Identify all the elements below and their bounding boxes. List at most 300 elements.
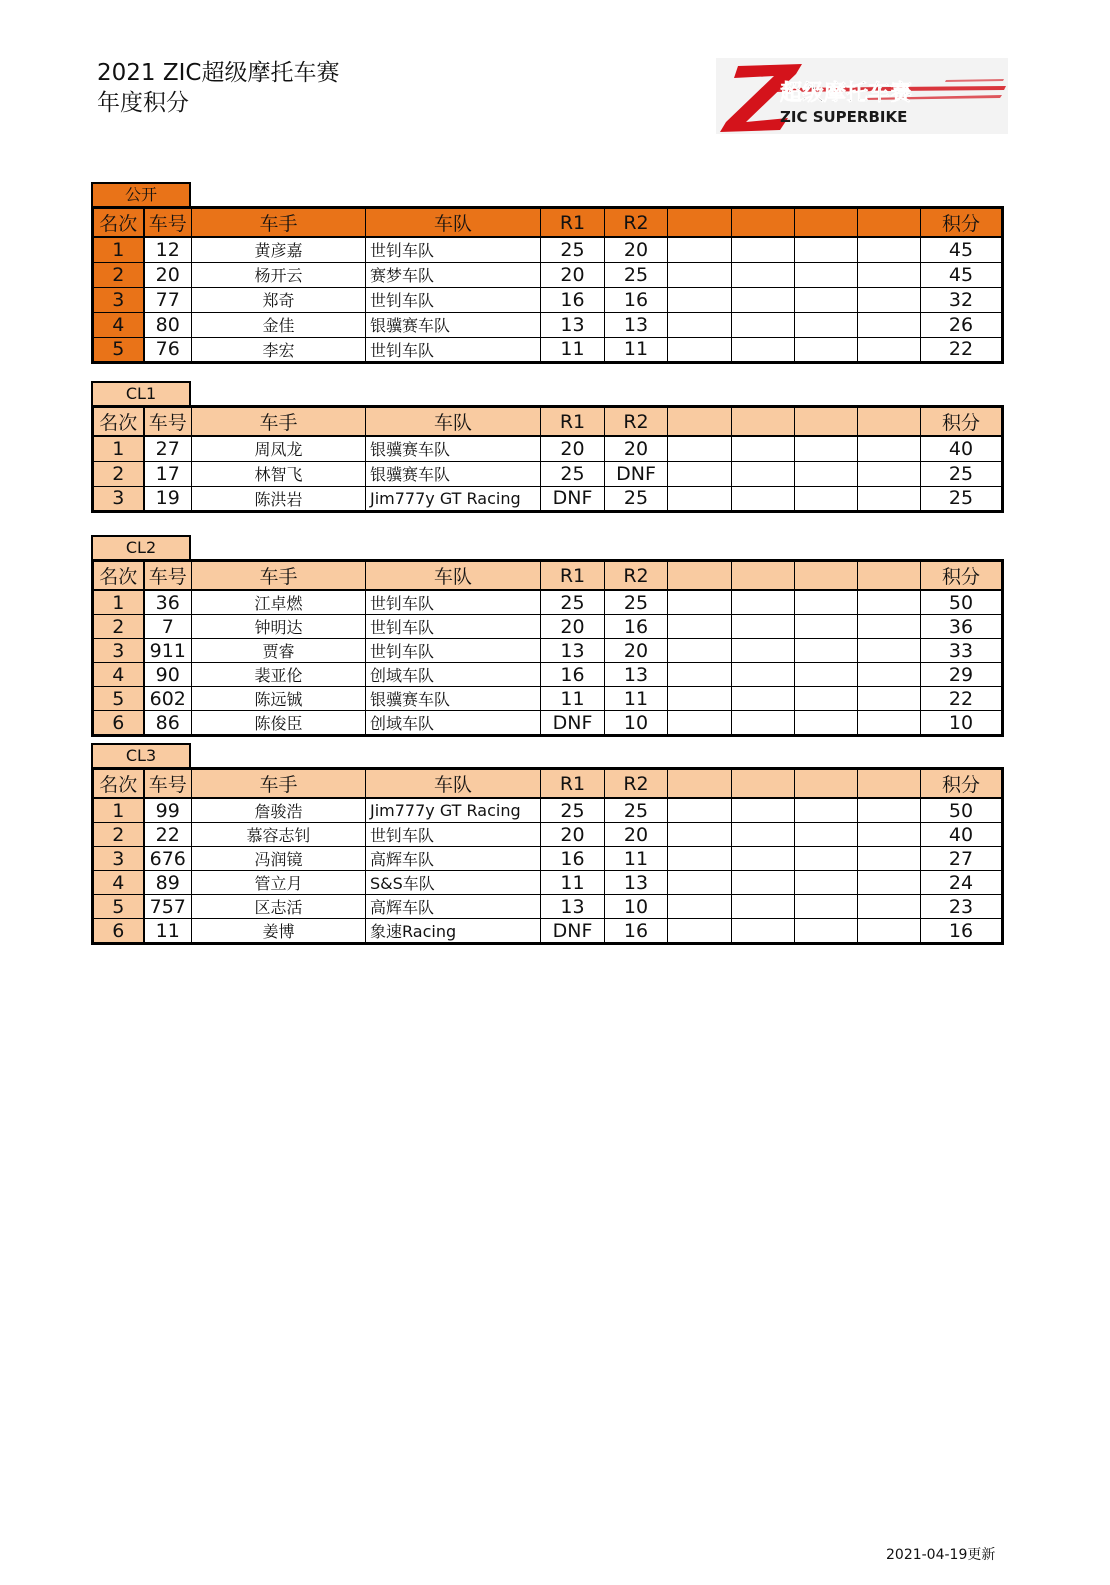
- table-row: [93, 287, 1003, 312]
- r1-cell: 25: [541, 461, 605, 486]
- column-header: [732, 208, 795, 238]
- empty-cell: [795, 486, 858, 511]
- rider-cell: 陈远铖: [192, 687, 366, 711]
- empty-cell: [858, 663, 921, 687]
- table-row: [93, 919, 1003, 944]
- empty-cell: [732, 590, 795, 615]
- empty-cell: [858, 590, 921, 615]
- points-cell: 23: [921, 895, 1003, 919]
- category-label: 公开: [91, 182, 191, 206]
- number-cell: 76: [144, 337, 192, 362]
- table-row: [93, 337, 1003, 362]
- r1-cell: 25: [541, 798, 605, 823]
- column-header: R1: [541, 208, 605, 238]
- table-row: [93, 871, 1003, 895]
- r2-cell: 11: [605, 337, 668, 362]
- empty-cell: [795, 663, 858, 687]
- table-row: [93, 823, 1003, 847]
- team-cell: 银骥赛车队: [366, 687, 541, 711]
- number-cell: 11: [144, 919, 192, 944]
- column-header: 名次: [93, 407, 144, 437]
- r2-cell: 20: [605, 237, 668, 262]
- points-cell: 25: [921, 486, 1003, 511]
- r2-cell: 11: [605, 687, 668, 711]
- column-header: 积分: [921, 561, 1003, 591]
- empty-cell: [858, 436, 921, 461]
- column-header: [668, 769, 732, 799]
- zic-superbike-logo: [716, 58, 1008, 134]
- empty-cell: [668, 461, 732, 486]
- column-header: R1: [541, 561, 605, 591]
- empty-cell: [732, 615, 795, 639]
- points-cell: 50: [921, 798, 1003, 823]
- standings-table: [91, 767, 1004, 945]
- column-header: [668, 208, 732, 238]
- r2-cell: DNF: [605, 461, 668, 486]
- column-header: R2: [605, 208, 668, 238]
- updated-date: 2021-04-19更新: [886, 1547, 996, 1563]
- empty-cell: [858, 237, 921, 262]
- table-header-row: [93, 561, 1003, 591]
- r1-cell: 13: [541, 312, 605, 337]
- table-row: [93, 711, 1003, 736]
- position-cell: 3: [93, 639, 144, 663]
- team-cell: 高辉车队: [366, 895, 541, 919]
- column-header: [858, 407, 921, 437]
- rider-cell: 慕容志钊: [192, 823, 366, 847]
- column-header: 车号: [144, 208, 192, 238]
- empty-cell: [732, 461, 795, 486]
- empty-cell: [795, 590, 858, 615]
- position-cell: 5: [93, 337, 144, 362]
- points-cell: 33: [921, 639, 1003, 663]
- r2-cell: 25: [605, 798, 668, 823]
- column-header: 积分: [921, 407, 1003, 437]
- r1-cell: 11: [541, 337, 605, 362]
- category-label: CL1: [91, 381, 191, 405]
- points-cell: 50: [921, 590, 1003, 615]
- number-cell: 7: [144, 615, 192, 639]
- r1-cell: 16: [541, 287, 605, 312]
- r1-cell: 25: [541, 237, 605, 262]
- r1-cell: 11: [541, 871, 605, 895]
- number-cell: 911: [144, 639, 192, 663]
- rider-cell: 江卓燃: [192, 590, 366, 615]
- empty-cell: [668, 590, 732, 615]
- empty-cell: [795, 287, 858, 312]
- empty-cell: [732, 871, 795, 895]
- position-cell: 5: [93, 895, 144, 919]
- r1-cell: 16: [541, 663, 605, 687]
- empty-cell: [858, 461, 921, 486]
- rider-cell: 詹骏浩: [192, 798, 366, 823]
- column-header: 名次: [93, 561, 144, 591]
- empty-cell: [732, 237, 795, 262]
- team-cell: 世钊车队: [366, 615, 541, 639]
- column-header: 名次: [93, 769, 144, 799]
- team-cell: Jim777y GT Racing: [366, 798, 541, 823]
- column-header: 车手: [192, 561, 366, 591]
- empty-cell: [795, 436, 858, 461]
- empty-cell: [858, 312, 921, 337]
- number-cell: 90: [144, 663, 192, 687]
- r2-cell: 11: [605, 847, 668, 871]
- empty-cell: [732, 287, 795, 312]
- rider-cell: 钟明达: [192, 615, 366, 639]
- position-cell: 1: [93, 436, 144, 461]
- team-cell: S&S车队: [366, 871, 541, 895]
- rider-cell: 杨开云: [192, 262, 366, 287]
- empty-cell: [858, 262, 921, 287]
- r1-cell: 13: [541, 895, 605, 919]
- team-cell: 银骥赛车队: [366, 312, 541, 337]
- points-cell: 26: [921, 312, 1003, 337]
- r2-cell: 20: [605, 639, 668, 663]
- table-row: [93, 237, 1003, 262]
- r2-cell: 13: [605, 312, 668, 337]
- empty-cell: [858, 687, 921, 711]
- empty-cell: [795, 262, 858, 287]
- number-cell: 17: [144, 461, 192, 486]
- empty-cell: [732, 687, 795, 711]
- table-row: [93, 798, 1003, 823]
- points-cell: 32: [921, 287, 1003, 312]
- empty-cell: [795, 615, 858, 639]
- title-line1: 2021 ZIC超级摩托车赛: [97, 60, 340, 86]
- team-cell: 世钊车队: [366, 337, 541, 362]
- column-header: 车队: [366, 561, 541, 591]
- empty-cell: [732, 262, 795, 287]
- empty-cell: [732, 486, 795, 511]
- column-header: R1: [541, 407, 605, 437]
- empty-cell: [732, 663, 795, 687]
- table-row: [93, 312, 1003, 337]
- empty-cell: [795, 847, 858, 871]
- position-cell: 6: [93, 711, 144, 736]
- r2-cell: 25: [605, 590, 668, 615]
- empty-cell: [795, 337, 858, 362]
- rider-cell: 裴亚伦: [192, 663, 366, 687]
- column-header: [732, 561, 795, 591]
- empty-cell: [668, 687, 732, 711]
- empty-cell: [732, 798, 795, 823]
- empty-cell: [732, 436, 795, 461]
- table-header-row: [93, 208, 1003, 238]
- team-cell: Jim777y GT Racing: [366, 486, 541, 511]
- rider-cell: 陈洪岩: [192, 486, 366, 511]
- empty-cell: [732, 919, 795, 944]
- rider-cell: 黄彦嘉: [192, 237, 366, 262]
- number-cell: 36: [144, 590, 192, 615]
- r1-cell: DNF: [541, 919, 605, 944]
- empty-cell: [858, 639, 921, 663]
- position-cell: 5: [93, 687, 144, 711]
- empty-cell: [668, 639, 732, 663]
- empty-cell: [795, 687, 858, 711]
- empty-cell: [858, 615, 921, 639]
- rider-cell: 李宏: [192, 337, 366, 362]
- position-cell: 4: [93, 663, 144, 687]
- points-cell: 10: [921, 711, 1003, 736]
- empty-cell: [668, 823, 732, 847]
- empty-cell: [795, 919, 858, 944]
- empty-cell: [668, 237, 732, 262]
- empty-cell: [668, 312, 732, 337]
- number-cell: 757: [144, 895, 192, 919]
- points-cell: 45: [921, 237, 1003, 262]
- team-cell: 世钊车队: [366, 639, 541, 663]
- column-header: 车队: [366, 407, 541, 437]
- r2-cell: 16: [605, 919, 668, 944]
- column-header: 积分: [921, 769, 1003, 799]
- team-cell: 世钊车队: [366, 287, 541, 312]
- number-cell: 77: [144, 287, 192, 312]
- empty-cell: [668, 919, 732, 944]
- points-cell: 45: [921, 262, 1003, 287]
- team-cell: 高辉车队: [366, 847, 541, 871]
- empty-cell: [668, 847, 732, 871]
- column-header: [668, 407, 732, 437]
- table-row: [93, 436, 1003, 461]
- position-cell: 4: [93, 312, 144, 337]
- team-cell: 赛梦车队: [366, 262, 541, 287]
- logo-en-text: ZIC SUPERBIKE: [780, 108, 908, 126]
- r1-cell: 20: [541, 615, 605, 639]
- empty-cell: [732, 895, 795, 919]
- category-label: CL3: [91, 743, 191, 767]
- r2-cell: 20: [605, 436, 668, 461]
- standings-table: [91, 559, 1004, 737]
- empty-cell: [732, 711, 795, 736]
- category-label: CL2: [91, 535, 191, 559]
- column-header: 积分: [921, 208, 1003, 238]
- r2-cell: 25: [605, 262, 668, 287]
- empty-cell: [732, 337, 795, 362]
- r1-cell: 11: [541, 687, 605, 711]
- empty-cell: [795, 461, 858, 486]
- r2-cell: 16: [605, 615, 668, 639]
- number-cell: 19: [144, 486, 192, 511]
- rider-cell: 金佳: [192, 312, 366, 337]
- empty-cell: [858, 287, 921, 312]
- rider-cell: 管立月: [192, 871, 366, 895]
- column-header: R2: [605, 407, 668, 437]
- points-cell: 29: [921, 663, 1003, 687]
- position-cell: 3: [93, 287, 144, 312]
- empty-cell: [795, 237, 858, 262]
- r1-cell: 20: [541, 823, 605, 847]
- position-cell: 2: [93, 823, 144, 847]
- rider-cell: 贾睿: [192, 639, 366, 663]
- empty-cell: [668, 798, 732, 823]
- position-cell: 2: [93, 461, 144, 486]
- table-row: [93, 687, 1003, 711]
- column-header: 车号: [144, 561, 192, 591]
- position-cell: 3: [93, 486, 144, 511]
- empty-cell: [858, 919, 921, 944]
- logo-cn-text: 超级摩托车赛: [780, 81, 913, 106]
- team-cell: 银骥赛车队: [366, 436, 541, 461]
- points-cell: 36: [921, 615, 1003, 639]
- column-header: 车号: [144, 769, 192, 799]
- empty-cell: [732, 847, 795, 871]
- r2-cell: 10: [605, 711, 668, 736]
- column-header: 车手: [192, 407, 366, 437]
- table-row: [93, 847, 1003, 871]
- r1-cell: 20: [541, 262, 605, 287]
- standings-table: [91, 405, 1004, 513]
- empty-cell: [668, 663, 732, 687]
- column-header: 车手: [192, 208, 366, 238]
- empty-cell: [858, 895, 921, 919]
- table-row: [93, 461, 1003, 486]
- rider-cell: 姜博: [192, 919, 366, 944]
- team-cell: 象速Racing: [366, 919, 541, 944]
- empty-cell: [795, 895, 858, 919]
- standings-table: [91, 206, 1004, 364]
- points-cell: 22: [921, 687, 1003, 711]
- empty-cell: [858, 486, 921, 511]
- r1-cell: 20: [541, 436, 605, 461]
- column-header: [858, 769, 921, 799]
- empty-cell: [732, 312, 795, 337]
- rider-cell: 郑奇: [192, 287, 366, 312]
- column-header: [668, 561, 732, 591]
- empty-cell: [795, 823, 858, 847]
- page-title: [97, 58, 339, 118]
- empty-cell: [795, 798, 858, 823]
- table-row: [93, 895, 1003, 919]
- position-cell: 1: [93, 590, 144, 615]
- column-header: [732, 407, 795, 437]
- points-cell: 22: [921, 337, 1003, 362]
- team-cell: 创域车队: [366, 663, 541, 687]
- empty-cell: [668, 287, 732, 312]
- column-header: R2: [605, 561, 668, 591]
- table-row: [93, 590, 1003, 615]
- r1-cell: 25: [541, 590, 605, 615]
- position-cell: 2: [93, 262, 144, 287]
- column-header: [858, 208, 921, 238]
- points-cell: 40: [921, 823, 1003, 847]
- column-header: 车号: [144, 407, 192, 437]
- empty-cell: [858, 823, 921, 847]
- r2-cell: 10: [605, 895, 668, 919]
- team-cell: 世钊车队: [366, 237, 541, 262]
- empty-cell: [668, 436, 732, 461]
- column-header: [732, 769, 795, 799]
- table-header-row: [93, 769, 1003, 799]
- empty-cell: [732, 823, 795, 847]
- column-header: 车手: [192, 769, 366, 799]
- number-cell: 22: [144, 823, 192, 847]
- team-cell: 银骥赛车队: [366, 461, 541, 486]
- r2-cell: 13: [605, 871, 668, 895]
- r2-cell: 20: [605, 823, 668, 847]
- position-cell: 2: [93, 615, 144, 639]
- title-line2: 年度积分: [97, 90, 189, 116]
- number-cell: 20: [144, 262, 192, 287]
- empty-cell: [668, 615, 732, 639]
- number-cell: 99: [144, 798, 192, 823]
- table-header-row: [93, 407, 1003, 437]
- column-header: 车队: [366, 769, 541, 799]
- number-cell: 676: [144, 847, 192, 871]
- empty-cell: [668, 895, 732, 919]
- position-cell: 1: [93, 798, 144, 823]
- empty-cell: [668, 871, 732, 895]
- table-row: [93, 663, 1003, 687]
- column-header: [795, 208, 858, 238]
- rider-cell: 周凤龙: [192, 436, 366, 461]
- position-cell: 6: [93, 919, 144, 944]
- rider-cell: 陈俊臣: [192, 711, 366, 736]
- r1-cell: DNF: [541, 711, 605, 736]
- rider-cell: 区志活: [192, 895, 366, 919]
- empty-cell: [858, 847, 921, 871]
- column-header: 名次: [93, 208, 144, 238]
- position-cell: 4: [93, 871, 144, 895]
- empty-cell: [668, 711, 732, 736]
- table-row: [93, 486, 1003, 511]
- rider-cell: 林智飞: [192, 461, 366, 486]
- r2-cell: 25: [605, 486, 668, 511]
- r2-cell: 16: [605, 287, 668, 312]
- empty-cell: [858, 871, 921, 895]
- r1-cell: 13: [541, 639, 605, 663]
- column-header: [795, 769, 858, 799]
- r2-cell: 13: [605, 663, 668, 687]
- empty-cell: [668, 486, 732, 511]
- column-header: [795, 561, 858, 591]
- empty-cell: [858, 798, 921, 823]
- points-cell: 24: [921, 871, 1003, 895]
- points-cell: 25: [921, 461, 1003, 486]
- table-row: [93, 615, 1003, 639]
- points-cell: 27: [921, 847, 1003, 871]
- number-cell: 80: [144, 312, 192, 337]
- points-cell: 16: [921, 919, 1003, 944]
- number-cell: 89: [144, 871, 192, 895]
- column-header: [795, 407, 858, 437]
- team-cell: 世钊车队: [366, 823, 541, 847]
- empty-cell: [858, 711, 921, 736]
- empty-cell: [795, 639, 858, 663]
- empty-cell: [795, 312, 858, 337]
- position-cell: 1: [93, 237, 144, 262]
- r1-cell: DNF: [541, 486, 605, 511]
- empty-cell: [732, 639, 795, 663]
- empty-cell: [858, 337, 921, 362]
- r1-cell: 16: [541, 847, 605, 871]
- rider-cell: 冯润镜: [192, 847, 366, 871]
- table-row: [93, 639, 1003, 663]
- team-cell: 创域车队: [366, 711, 541, 736]
- empty-cell: [668, 262, 732, 287]
- points-cell: 40: [921, 436, 1003, 461]
- column-header: 车队: [366, 208, 541, 238]
- column-header: R2: [605, 769, 668, 799]
- number-cell: 86: [144, 711, 192, 736]
- empty-cell: [795, 871, 858, 895]
- column-header: R1: [541, 769, 605, 799]
- empty-cell: [668, 337, 732, 362]
- table-row: [93, 262, 1003, 287]
- empty-cell: [795, 711, 858, 736]
- team-cell: 世钊车队: [366, 590, 541, 615]
- number-cell: 602: [144, 687, 192, 711]
- number-cell: 12: [144, 237, 192, 262]
